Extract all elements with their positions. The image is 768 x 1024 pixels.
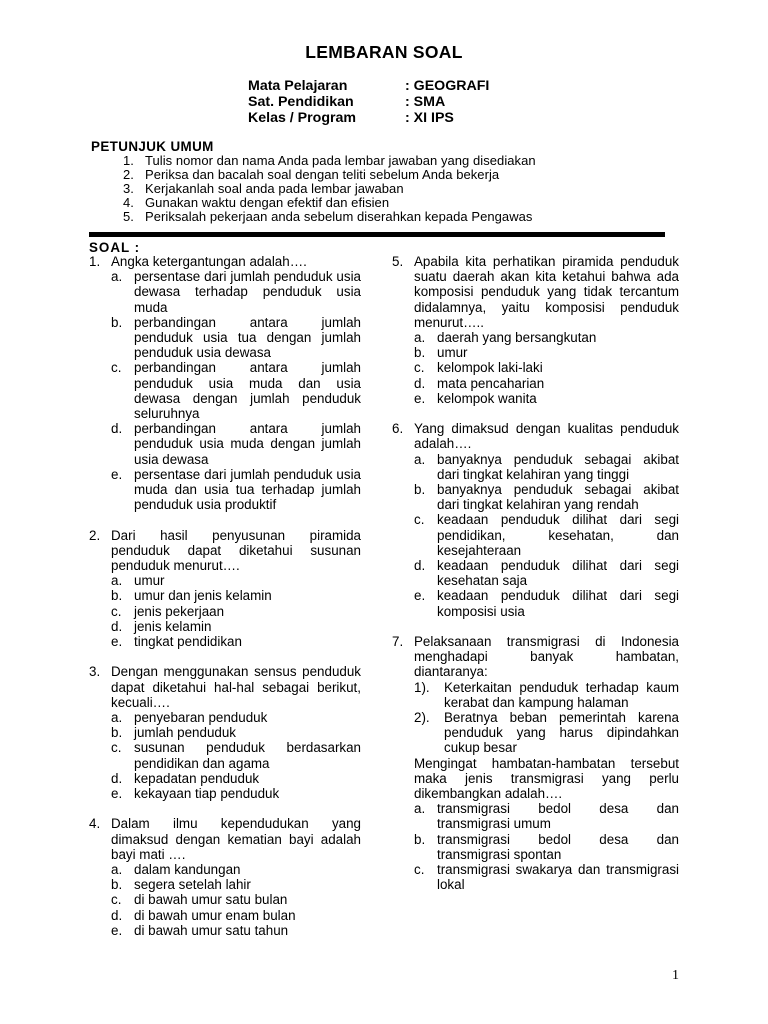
instruction-text: Tulis nomor dan nama Anda pada lembar jawaban yang disediakan <box>145 153 536 168</box>
obstacle-point <box>414 680 679 710</box>
option-text: kelompok wanita <box>437 390 537 406</box>
question-text: Dengan menggunakan sensus penduduk dapat diketahui hal-hal sebagai berikut, kecuali…. <box>111 664 361 710</box>
answer-option <box>111 619 361 634</box>
answer-option <box>111 467 361 513</box>
answer-option <box>111 740 361 770</box>
question-text: Angka ketergantungan adalah…. <box>111 254 307 269</box>
answer-option <box>414 376 679 391</box>
question-number: 1. <box>89 254 101 269</box>
option-label: b. <box>111 725 123 741</box>
instruction-item <box>123 168 536 182</box>
option-text: segera setelah lahir <box>134 877 251 893</box>
instruction-text: Periksa dan bacalah soal dengan teliti sebelum Anda bekerja <box>145 166 500 182</box>
answer-option <box>111 923 361 938</box>
option-text: kelompok laki-laki <box>437 360 543 376</box>
option-text: keadaan penduduk dilihat dari segi pendidikan, kesehatan, dan kesejahteraan <box>437 512 679 558</box>
point-text: Beratnya beban pemerintah karena penduduk yang harus dipindahkan cukup besar <box>444 710 679 756</box>
option-text: umur dan jenis kelamin <box>134 588 272 604</box>
answer-option <box>414 832 679 862</box>
option-text: keadaan penduduk dilihat dari segi kesehatan saja <box>437 558 679 589</box>
option-label: a. <box>111 862 123 878</box>
questions-column-right <box>392 254 679 908</box>
instruction-text: Kerjakanlah soal anda pada lembar jawaban <box>145 180 404 196</box>
question-4 <box>89 816 361 938</box>
meta-row-level <box>248 94 489 110</box>
point-label: 2). <box>414 710 430 726</box>
option-text: umur <box>134 573 165 589</box>
meta-row-class <box>248 110 489 126</box>
answer-option <box>111 771 361 786</box>
option-label: d. <box>111 618 123 634</box>
option-label: c. <box>111 603 122 619</box>
answer-option <box>111 862 361 877</box>
option-label: a. <box>414 330 426 346</box>
meta-label: Sat. Pendidikan <box>248 94 354 110</box>
question-number: 4. <box>89 816 101 832</box>
question-number: 7. <box>392 634 404 650</box>
instruction-number: 4. <box>123 194 134 210</box>
option-label: b. <box>111 314 123 330</box>
answer-option <box>111 892 361 907</box>
answer-option <box>111 877 361 892</box>
question-text: Pelaksanaan transmigrasi di Indonesia menghadapi banyak hambatan, diantaranya: <box>414 634 679 680</box>
answer-option <box>414 558 679 588</box>
option-text: kepadatan penduduk <box>134 770 260 786</box>
instruction-item <box>123 154 536 168</box>
answer-option <box>414 345 679 360</box>
question-number: 5. <box>392 254 404 269</box>
question-text: Yang dimaksud dengan kualitas penduduk adalah…. <box>414 421 679 452</box>
option-label: d. <box>414 558 426 574</box>
obstacle-point <box>414 710 679 756</box>
instruction-number: 2. <box>123 166 134 182</box>
question-1 <box>89 254 361 512</box>
meta-label: Kelas / Program <box>248 110 357 126</box>
answer-option <box>414 482 679 512</box>
answer-option <box>111 725 361 740</box>
question-5 <box>392 254 679 406</box>
option-label: b. <box>414 482 426 498</box>
point-text: Keterkaitan penduduk terhadap kaum kerabat dan kampung halaman <box>444 679 679 710</box>
instruction-text: Gunakan waktu dengan efektif dan efisien <box>145 194 390 210</box>
option-text: di bawah umur satu tahun <box>134 922 289 938</box>
answer-option <box>414 588 679 618</box>
instructions-title: PETUNJUK UMUM <box>91 139 214 154</box>
instruction-item <box>123 210 536 224</box>
option-text: perbandingan antara jumlah penduduk usia muda dengan jumlah usia dewasa <box>134 421 361 467</box>
meta-value: : SMA <box>405 94 446 110</box>
option-text: transmigrasi swakarya dan transmigrasi lokal <box>437 862 679 893</box>
option-text: persentase dari jumlah penduduk usia dewasa terhadap penduduk usia muda <box>134 269 361 315</box>
option-text: dalam kandungan <box>134 862 241 878</box>
instruction-number: 5. <box>123 208 134 224</box>
option-label: c. <box>111 892 122 908</box>
answer-option <box>111 573 361 588</box>
option-label: b. <box>414 345 426 361</box>
option-text: umur <box>437 345 468 361</box>
question-7 <box>392 634 679 892</box>
option-text: banyaknya penduduk sebagai akibat dari tingkat kelahiran yang tinggi <box>437 451 679 482</box>
option-text: jumlah penduduk <box>134 725 236 741</box>
option-text: perbandingan antara jumlah penduduk usia tua dengan jumlah penduduk usia dewasa <box>134 314 361 361</box>
option-label: a. <box>111 573 123 589</box>
answer-option <box>414 452 679 482</box>
answer-option <box>111 634 361 649</box>
question-text: Dalam ilmu kependudukan yang dimaksud dengan kematian bayi adalah bayi mati …. <box>111 816 361 862</box>
answer-option <box>111 908 361 923</box>
option-label: d. <box>111 421 123 437</box>
option-label: b. <box>111 877 123 893</box>
option-text: persentase dari jumlah penduduk usia muda dan usia tua terhadap jumlah penduduk usia produktif <box>134 466 361 513</box>
question-3 <box>89 664 361 801</box>
option-text: tingkat pendidikan <box>134 634 242 650</box>
page-number: 1 <box>672 968 679 983</box>
question-text-continued: Mengingat hambatan-hambatan tersebut maka jenis transmigrasi yang perlu dikembangkan adalah…. <box>414 755 679 802</box>
section-divider <box>89 232 665 237</box>
option-label: c. <box>414 512 425 528</box>
option-label: e. <box>111 922 123 938</box>
option-label: c. <box>414 862 425 878</box>
option-label: e. <box>111 466 123 482</box>
option-label: c. <box>414 360 425 376</box>
option-text: banyaknya penduduk sebagai akibat dari tingkat kelahiran yang rendah <box>437 482 679 513</box>
answer-option <box>111 604 361 619</box>
option-label: c. <box>111 360 122 376</box>
answer-option <box>414 360 679 375</box>
option-text: penyebaran penduduk <box>134 710 268 726</box>
option-label: e. <box>111 786 123 802</box>
answer-option <box>111 710 361 725</box>
option-label: d. <box>111 907 123 923</box>
answer-option <box>111 360 361 421</box>
option-text: jenis kelamin <box>134 618 212 634</box>
option-label: d. <box>111 770 123 786</box>
option-text: di bawah umur enam bulan <box>134 907 296 923</box>
option-label: b. <box>111 588 123 604</box>
instructions-list <box>123 154 536 223</box>
option-label: a. <box>111 710 123 726</box>
option-label: a. <box>414 451 426 467</box>
answer-option <box>111 421 361 467</box>
option-text: jenis pekerjaan <box>134 603 225 619</box>
answer-option <box>414 391 679 406</box>
option-text: transmigrasi bedol desa dan transmigrasi umum <box>437 801 679 832</box>
answer-option <box>111 786 361 801</box>
question-6 <box>392 421 679 619</box>
option-label: e. <box>414 390 426 406</box>
question-text: Apabila kita perhatikan piramida penduduk suatu daerah akan kita ketahui bahwa ada komposisi penduduk yang tidak tercantum didalamnya, yaitu komposisi penduduk menurut….. <box>414 254 679 330</box>
question-number: 2. <box>89 527 101 543</box>
instruction-item <box>123 196 536 210</box>
point-label: 1). <box>414 679 430 695</box>
meta-row-subject <box>248 78 489 94</box>
answer-option <box>414 330 679 345</box>
answer-option <box>414 512 679 558</box>
answer-option <box>111 315 361 361</box>
meta-label: Mata Pelajaran <box>248 78 348 94</box>
option-label: c. <box>111 740 122 756</box>
answer-option <box>414 801 679 831</box>
option-text: transmigrasi bedol desa dan transmigrasi spontan <box>437 831 679 862</box>
option-label: a. <box>111 269 123 285</box>
option-text: susunan penduduk berdasarkan pendidikan dan agama <box>134 740 361 771</box>
question-text: Dari hasil penyusunan piramida penduduk dapat diketahui susunan penduduk menurut…. <box>111 527 361 574</box>
option-label: b. <box>414 831 426 847</box>
meta-value: : XI IPS <box>405 110 454 126</box>
question-number: 3. <box>89 664 101 680</box>
meta-value: : GEOGRAFI <box>405 78 490 94</box>
instruction-text: Periksalah pekerjaan anda sebelum diserahkan kepada Pengawas <box>145 208 533 224</box>
instruction-item <box>123 182 536 196</box>
instruction-number: 3. <box>123 180 134 196</box>
option-label: e. <box>414 588 426 604</box>
option-text: di bawah umur satu bulan <box>134 892 288 908</box>
option-text: keadaan penduduk dilihat dari segi komposisi usia <box>437 588 679 619</box>
option-text: kekayaan tiap penduduk <box>134 786 280 802</box>
option-label: a. <box>414 801 426 817</box>
question-number: 6. <box>392 421 404 437</box>
option-label: d. <box>414 375 426 391</box>
option-text: perbandingan antara jumlah penduduk usia muda dan usia dewasa dengan jumlah penduduk seluruhnya <box>134 360 361 422</box>
general-instructions <box>91 139 536 223</box>
answer-option <box>111 269 361 315</box>
option-text: daerah yang bersangkutan <box>437 330 597 346</box>
option-text: mata pencaharian <box>437 375 545 391</box>
answer-option <box>111 588 361 603</box>
page-title: LEMBARAN SOAL <box>305 42 463 62</box>
question-2 <box>89 528 361 650</box>
answer-option <box>414 862 679 892</box>
questions-heading: SOAL : <box>89 240 141 255</box>
questions-column-left <box>89 254 361 953</box>
instruction-number: 1. <box>123 153 134 168</box>
subject-info <box>248 78 489 126</box>
option-label: e. <box>111 634 123 650</box>
